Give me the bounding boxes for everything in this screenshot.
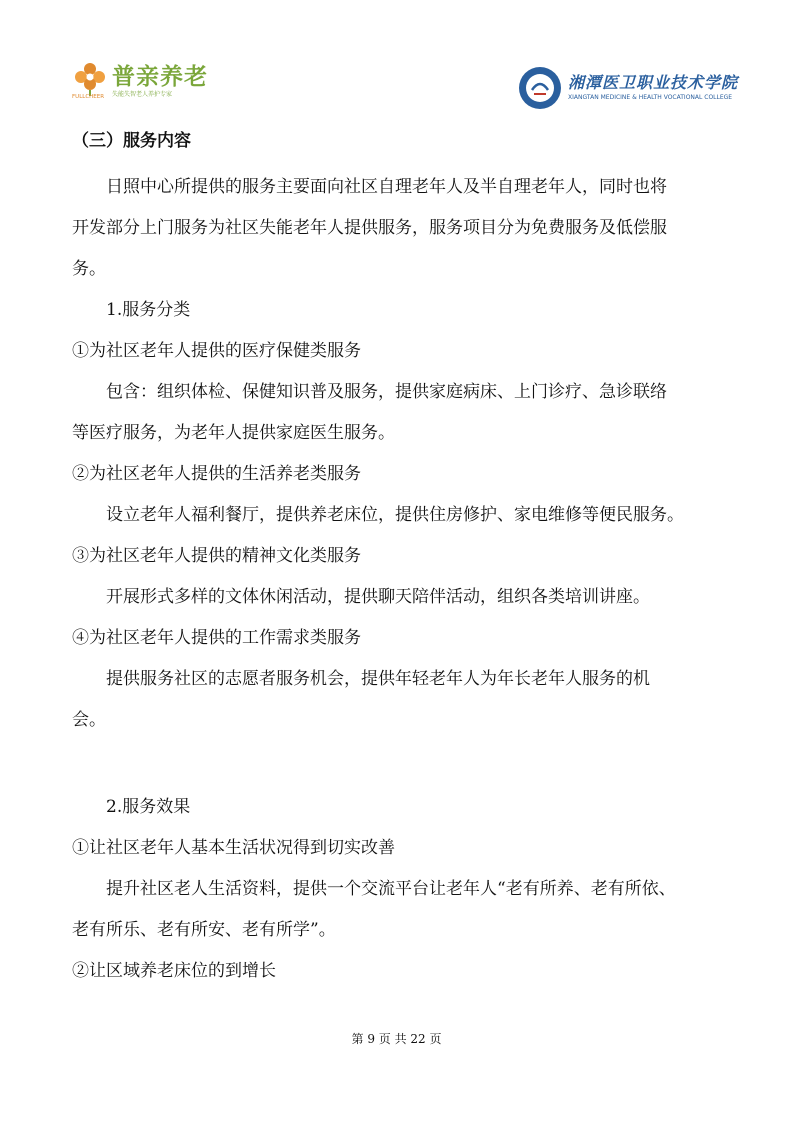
page-number: 第 9 页 共 22 页 xyxy=(351,1032,442,1046)
college-logo xyxy=(518,66,739,110)
paragraph-line: 会。 xyxy=(72,710,106,730)
fullcheer-logo xyxy=(72,58,272,100)
subheading: 1.服务分类 xyxy=(106,300,191,320)
paragraph-line: 老有所乐、老有所安、老有所学”。 xyxy=(72,920,336,940)
paragraph-line: 等医疗服务，为老年人提供家庭医生服务。 xyxy=(72,423,395,443)
list-heading: ④为社区老年人提供的工作需求类服务 xyxy=(72,628,361,648)
college-seal-icon xyxy=(518,66,562,110)
list-heading: ②为社区老年人提供的生活养老类服务 xyxy=(72,464,361,484)
paragraph-line: 开展形式多样的文体休闲活动，提供聊天陪伴活动，组织各类培训讲座。 xyxy=(106,587,650,607)
flower-logo-icon xyxy=(72,60,108,96)
paragraph-line: 日照中心所提供的服务主要面向社区自理老年人及半自理老年人，同时也将 xyxy=(106,177,667,197)
paragraph-line: 包含：组织体检、保健知识普及服务，提供家庭病床、上门诊疗、急诊联络 xyxy=(106,382,667,402)
subheading: 2.服务效果 xyxy=(106,797,191,817)
list-heading: ③为社区老年人提供的精神文化类服务 xyxy=(72,546,361,566)
college-name: 湘潭医卫职业技术学院 xyxy=(568,73,739,92)
list-heading: ①让社区老年人基本生活状况得到切实改善 xyxy=(72,838,395,858)
fullcheer-name: 普亲养老 xyxy=(112,64,208,90)
list-heading: ②让区域养老床位的到增长 xyxy=(72,961,276,981)
paragraph-line: 开发部分上门服务为社区失能老年人提供服务，服务项目分为免费服务及低偿服 xyxy=(72,218,667,238)
paragraph-line: 务。 xyxy=(72,259,106,279)
list-heading: ①为社区老年人提供的医疗保健类服务 xyxy=(72,341,361,361)
fullcheer-name-en: FULLCHEER xyxy=(72,94,105,100)
paragraph-line: 提供服务社区的志愿者服务机会，提供年轻老年人为年长老年人服务的机 xyxy=(106,669,650,689)
fullcheer-tagline: 失能失智老人养护专家 xyxy=(112,91,173,98)
college-name-en: XIANGTAN MEDICINE & HEALTH VOCATIONAL COLLEGE xyxy=(568,94,733,101)
section-title: （三）服务内容 xyxy=(72,131,191,151)
paragraph-line: 设立老年人福利餐厅，提供养老床位，提供住房修护、家电维修等便民服务。 xyxy=(106,505,684,525)
paragraph-line: 提升社区老人生活资料，提供一个交流平台让老年人“老有所养、老有所依、 xyxy=(106,879,676,899)
